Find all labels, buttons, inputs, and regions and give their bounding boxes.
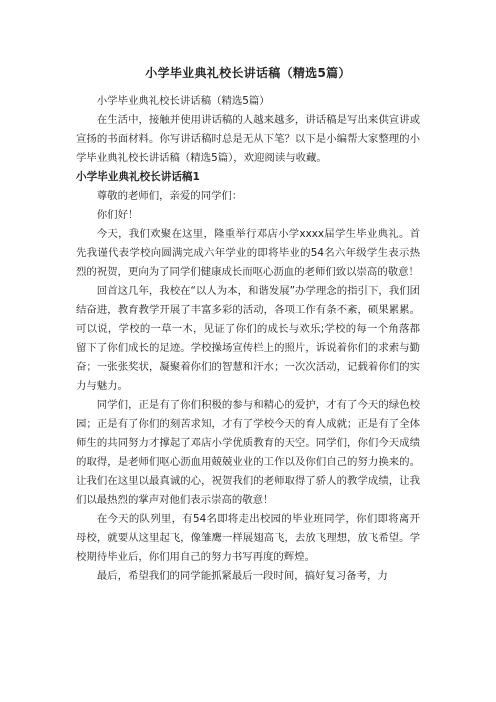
body-paragraph: 最后，希望我们的同学能抓紧最后一段时间，搞好复习备考，力: [96, 570, 388, 582]
body-paragraph: 同学们，正是有了你们积极的参与和精心的爱护，才有了今天的绿色校园；正是有了你们的刻苦求知，才有了学校今天的育人成就；正是有了全体师生的共同努力才撑起了邓店小学优质教育的天空。同学们，你们今天成绩的取得，是老师们呕心沥血用兢兢业业的工作以及你们自己的努力换来的。让我们在这里以最真诚的心，祝贺我们的老师取得了骄人的教学成绩，让我们以最热烈的掌声对他们表示崇高的敬意！: [76, 399, 420, 506]
body-paragraph: 回首这几年，我校在“以人为本，和谐发展”办学理念的指引下，我们团结奋进，教育教学开展了丰富多彩的活动，各项工作有条不紊，硕果累累。可以说，学校的一草一木，见证了你们的成长与欢乐;学校的每一个角落都留下了你们成长的足迹。学校操场宣传栏上的照片，诉说着你们的求索与勤奋；一张张奖状，凝聚着你们的智慧和汗水；一次次活动，记载着你们的实力与魅力。: [76, 285, 420, 392]
section-heading: 小学毕业典礼校长讲话稿1: [76, 171, 200, 183]
document-subtitle: 小学毕业典礼校长讲话稿（精选5篇）: [96, 95, 270, 107]
body-paragraph: 在今天的队列里，有54名即将走出校园的毕业班同学，你们即将离开母校，就要从这里起飞，像雏鹰一样展翅高飞，去放飞理想，放飞希望。学校期待毕业后，你们用自己的努力书写再度的辉煌。: [76, 513, 420, 563]
document-title: 小学毕业典礼校长讲话稿（精选5篇）: [145, 66, 351, 80]
salutation: 尊敬的老师们，亲爱的同学们：: [96, 190, 243, 202]
body-paragraph: 今天，我们欢聚在这里，隆重举行邓店小学xxxx届学生毕业典礼。首先我谨代表学校向圆满完成六年学业的即将毕业的54名六年级学生表示热烈的祝贺，更向为了同学们健康成长而呕心沥血的老师们致以崇高的敬意！: [76, 228, 420, 278]
document-body: [76, 92, 420, 586]
greeting: 你们好！: [96, 209, 139, 221]
intro-paragraph: 在生活中，接触并使用讲话稿的人越来越多，讲话稿是写出来供宣讲或宣扬的书面材料。你写讲话稿时总是无从下笔？以下是小编帮大家整理的小学毕业典礼校长讲话稿（精选5篇），欢迎阅读与收藏。: [76, 114, 420, 164]
